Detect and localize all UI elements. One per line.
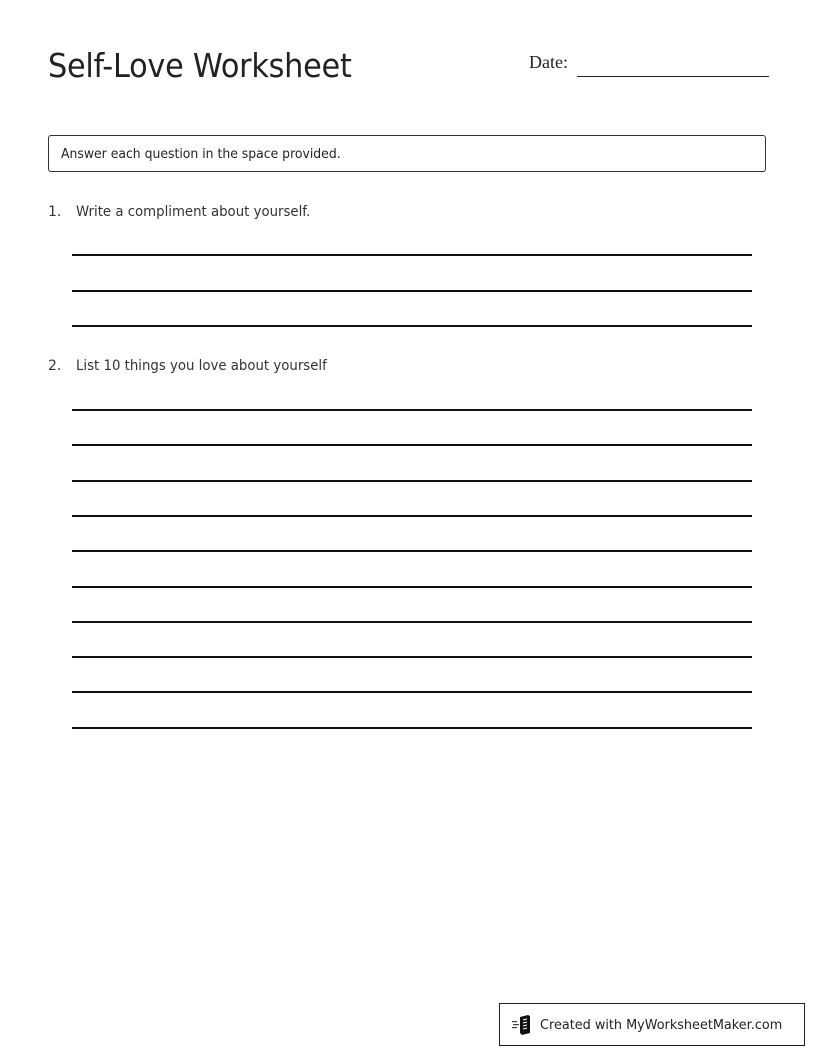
answer-line xyxy=(72,656,752,658)
badge-text: Created with MyWorksheetMaker.com xyxy=(540,1016,783,1033)
question-number: 2. xyxy=(48,358,62,374)
answer-line xyxy=(72,480,752,482)
answer-line xyxy=(72,691,752,693)
question-text: Write a compliment about yourself. xyxy=(76,204,311,220)
answer-line xyxy=(72,550,752,552)
answer-line xyxy=(72,290,752,292)
answer-line xyxy=(72,621,752,623)
worksheet-maker-logo-icon xyxy=(512,1015,534,1035)
answer-line xyxy=(72,727,752,729)
answer-line xyxy=(72,444,752,446)
date-field xyxy=(529,52,568,73)
instructions-text: Answer each question in the space provided. xyxy=(61,146,341,162)
answer-line xyxy=(72,409,752,411)
answer-line xyxy=(72,586,752,588)
question-text: List 10 things you love about yourself xyxy=(76,358,327,374)
question-number: 1. xyxy=(48,204,62,220)
answer-line xyxy=(72,254,752,256)
page-title: Self-Love Worksheet xyxy=(48,46,352,85)
answer-line xyxy=(72,515,752,517)
date-label: Date: xyxy=(529,52,568,72)
instructions-box xyxy=(48,135,766,172)
question-1 xyxy=(48,204,323,220)
answer-line xyxy=(72,325,752,327)
created-with-badge xyxy=(499,1003,805,1046)
date-blank-line xyxy=(577,76,769,77)
question-2 xyxy=(48,358,340,374)
